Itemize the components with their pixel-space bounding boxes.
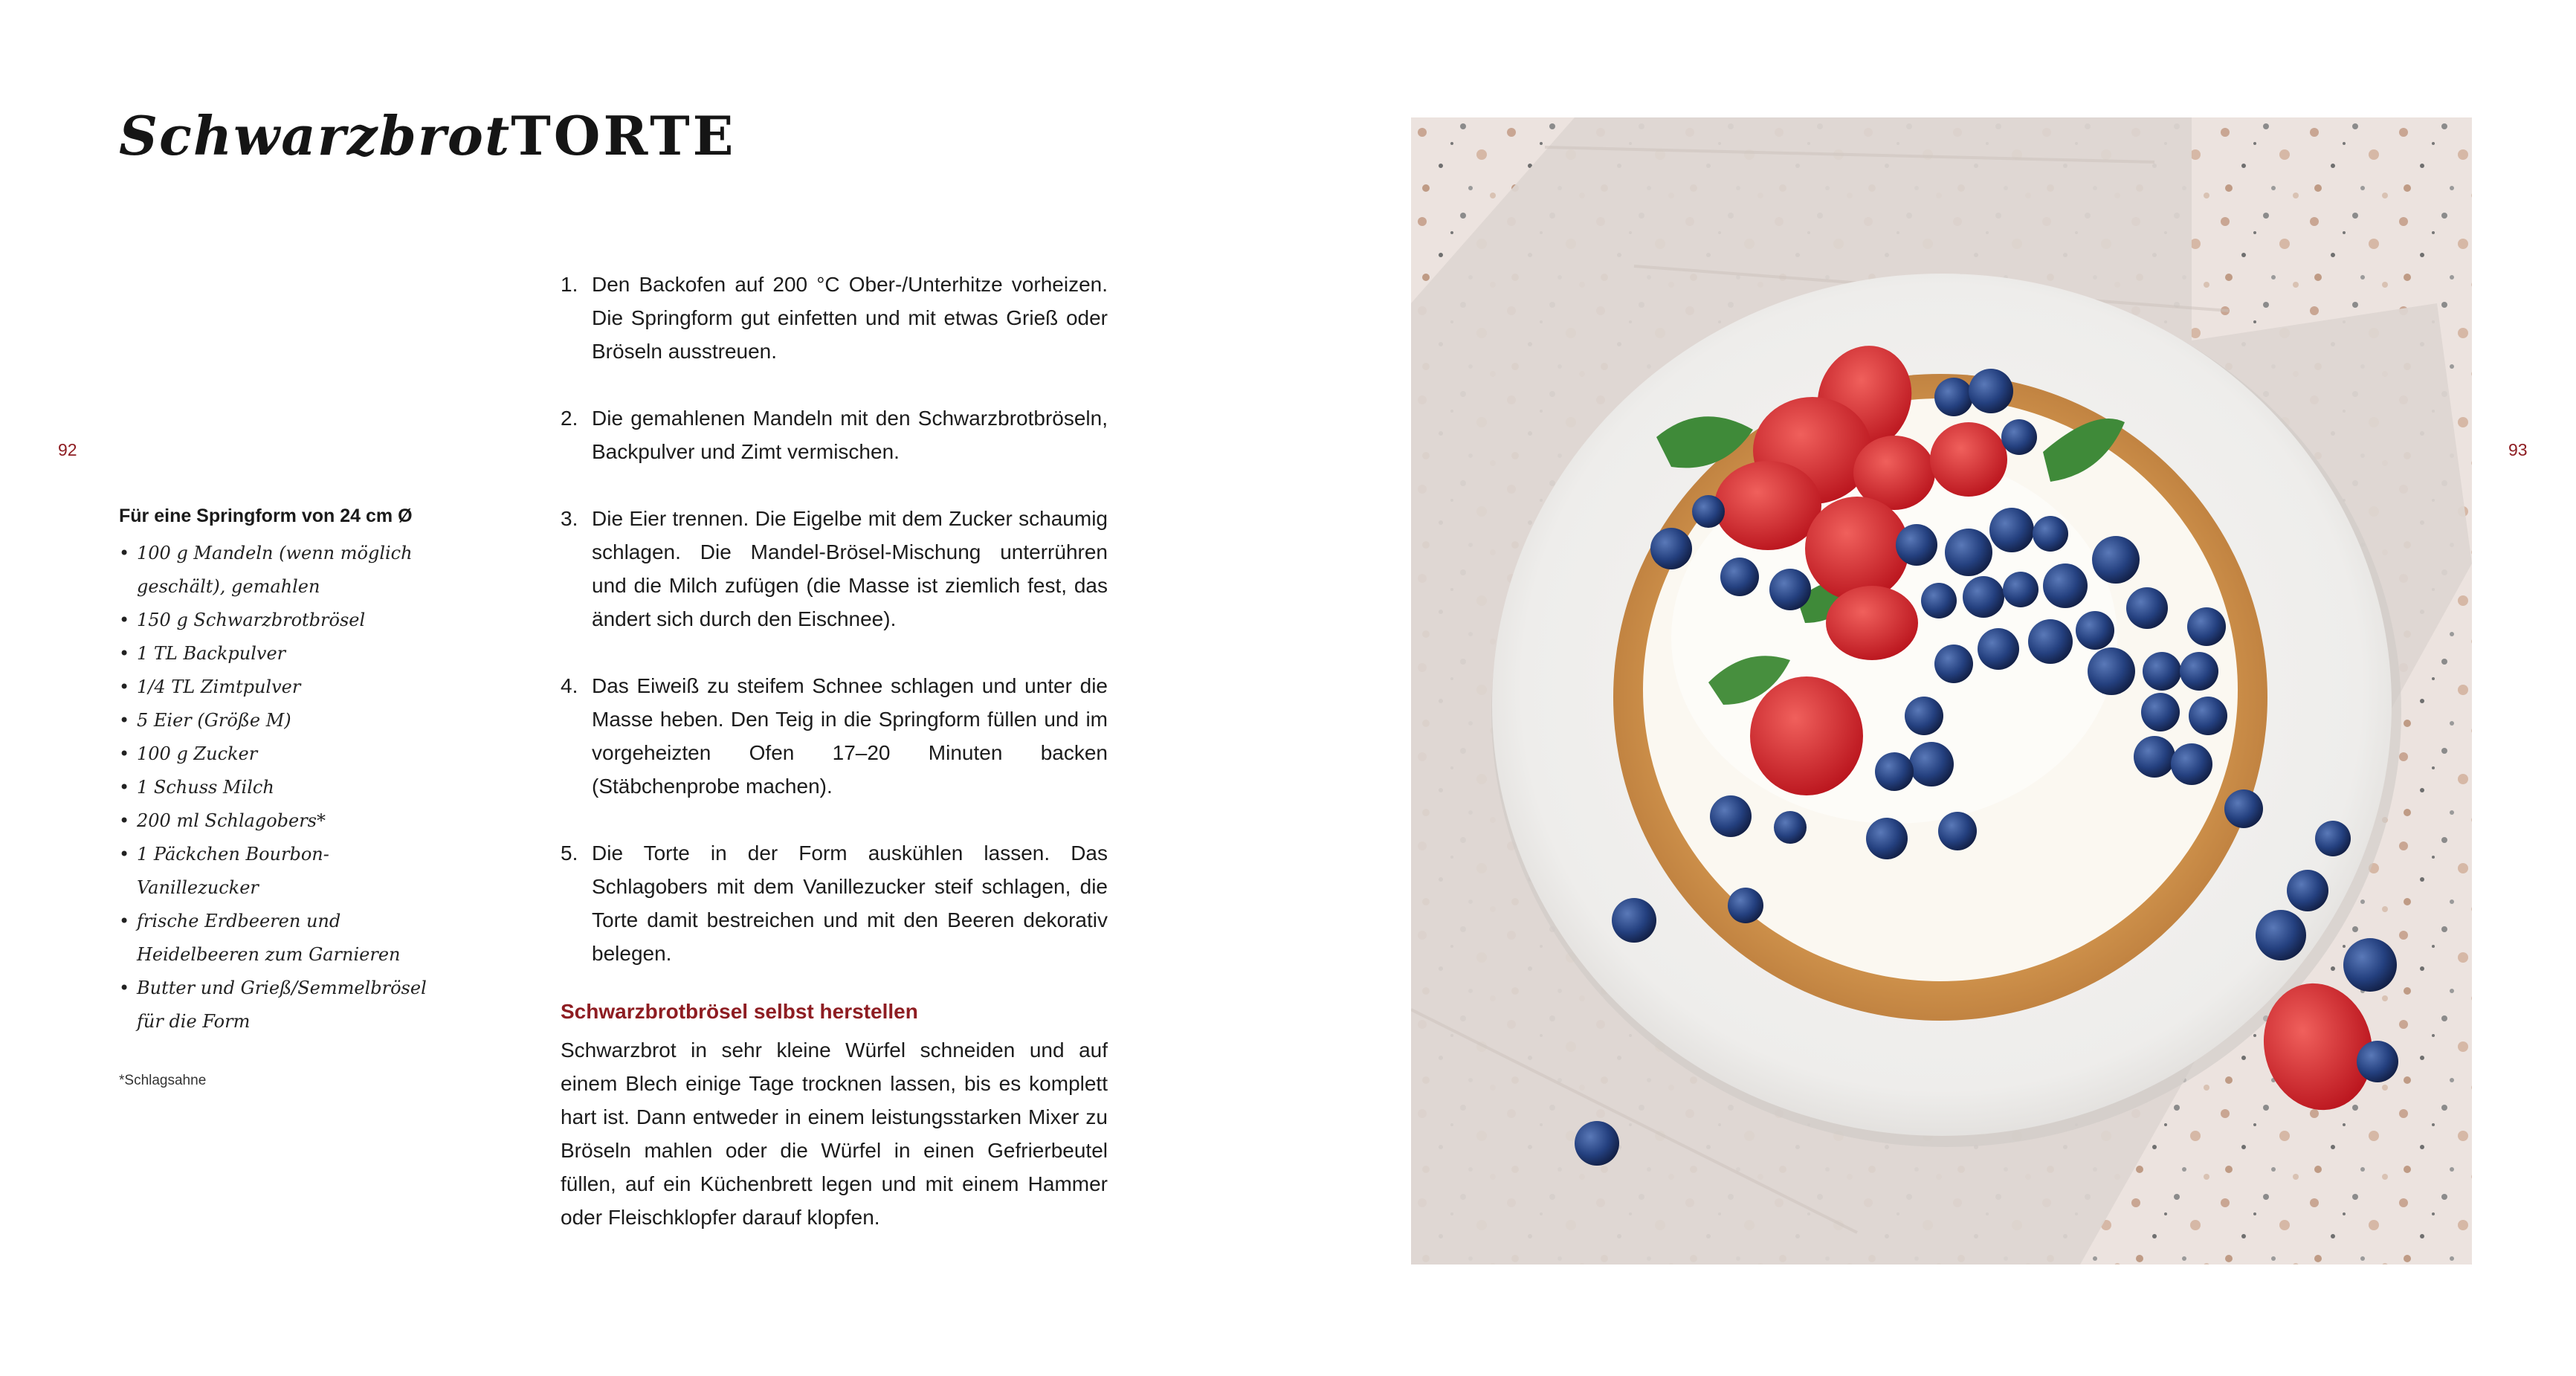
step-number: 4. [561,674,578,697]
step-number: 2. [561,407,578,430]
tip-body: Schwarzbrot in sehr kleine Würfel schneiden und auf einem Blech einige Tage trocknen lassen, bis es komplett hart ist. Dann entweder in einem leistungsstarken Mixer zu Bröseln mahlen oder die Würfel in einen Gefrierbeutel füllen, auf ein Küchenbrett legen und mit einem Hammer oder Fleischklopfer darauf klopfen. [561,1039,1108,1229]
ingredient-item: • 100 g Mandeln (wenn möglich geschält), gemahlen [119,537,446,604]
ingredient-item: • 1/4 TL Zimtpulver [119,671,446,704]
step-item [561,401,1108,468]
ingredient-item: • 1 Päckchen Bourbon-Vanillezucker [119,838,446,905]
step-item [561,502,1108,636]
step-number: 3. [561,507,578,530]
steps-list [561,268,1108,1004]
tip-heading: Schwarzbrotbrösel selbst herstellen [561,1000,918,1023]
ingredient-item: • 100 g Zucker [119,737,446,771]
step-text: Den Backofen auf 200 °C Ober-/Unterhitze vorheizen. Die Springform gut einfetten und mit etwas Grieß oder Bröseln ausstreuen. [592,273,1108,363]
cake-photo [1411,117,2472,1264]
step-text: Das Eiweiß zu steifem Schnee schlagen und unter die Masse heben. Den Teig in die Springform füllen und im vorgeheizten Ofen 17–20 Minuten backen (Stäbchenprobe machen). [592,674,1108,798]
title-caps: TORTE [511,104,737,167]
step-item [561,836,1108,970]
ingredient-item: • 5 Eier (Größe M) [119,704,446,737]
step-text: Die gemahlenen Mandeln mit den Schwarzbrotbröseln, Backpulver und Zimt vermischen. [592,407,1108,463]
recipe-title [119,104,737,167]
ingredient-item: • 1 TL Backpulver [119,637,446,671]
ingredient-item: • Butter und Grieß/Semmelbrösel für die Form [119,972,446,1039]
footnote: *Schlagsahne [119,1073,207,1088]
ingredients-heading: Für eine Springform von 24 cm Ø [119,505,413,526]
ingredient-item: • 150 g Schwarzbrotbrösel [119,604,446,637]
ingredients-list [119,537,446,1039]
step-text: Die Torte in der Form auskühlen lassen. Das Schlagobers mit dem Vanillezucker steif schlagen, die Torte damit bestreichen und mit den Beeren dekorativ belegen. [592,842,1108,965]
ingredient-item: • frische Erdbeeren und Heidelbeeren zum Garnieren [119,905,446,972]
step-number: 5. [561,842,578,865]
page-number-left: 92 [58,440,77,459]
ingredient-item: • 1 Schuss Milch [119,771,446,804]
ingredient-item: • 200 ml Schlagobers* [119,804,446,838]
page-number-right: 93 [2508,440,2528,459]
step-text: Die Eier trennen. Die Eigelbe mit dem Zucker schaumig schlagen. Die Mandel-Brösel-Mischung unterrühren und die Milch zufügen (die Masse ist ziemlich fest, das ändert sich durch den Eischnee). [592,507,1108,630]
step-item [561,268,1108,368]
step-item [561,669,1108,803]
step-number: 1. [561,273,578,296]
title-main: Schwarzbrot [119,104,511,167]
